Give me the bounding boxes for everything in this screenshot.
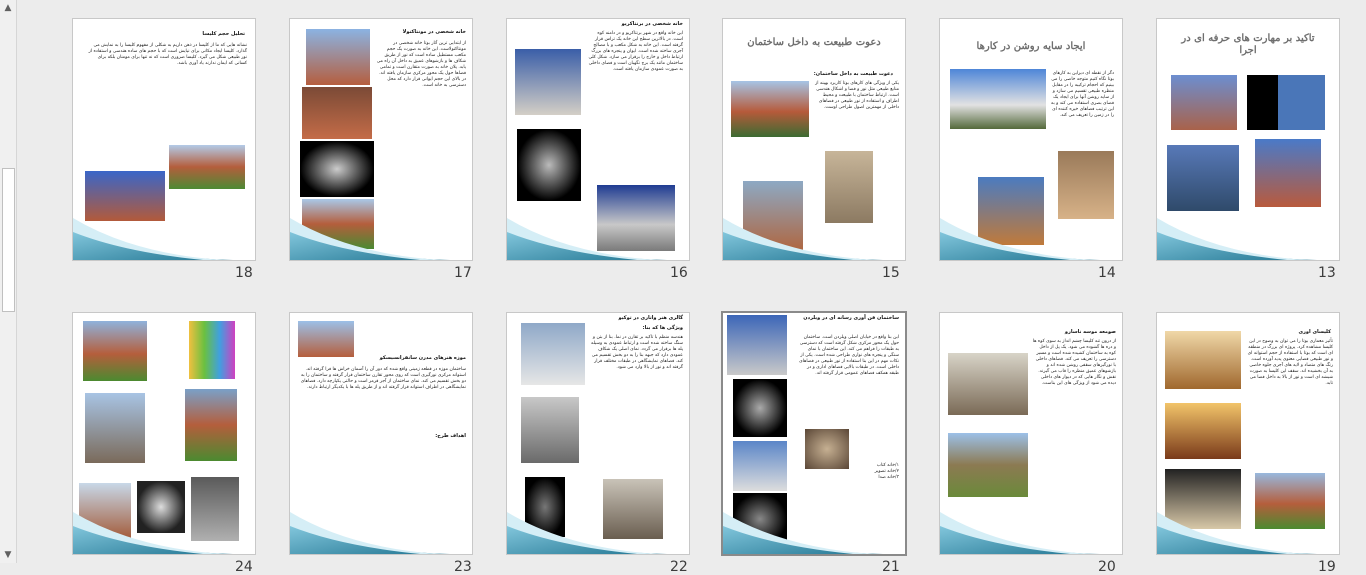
slide-thumbnail-24[interactable] [72,312,256,555]
slide-swoosh-decoration [1157,512,1339,554]
slide-photo [521,397,579,463]
slide-title: خانه شخصی در مونتاکنولا [402,29,466,35]
slide-number: 15 [882,265,900,281]
slide-swoosh-decoration [507,218,689,260]
slide-photo [1171,75,1237,130]
slide-list-item: ۱/خانه کتاب [876,463,899,468]
slide-thumbnail-18[interactable] [72,18,256,261]
slide-subtitle: اهداف طرح: [435,433,466,439]
slide-photo [948,353,1028,415]
slide-sorter [16,0,1366,575]
slide-subtitle: دعوت طبیعت به داخل ساختمان: [813,71,893,77]
slide-number: 14 [1098,265,1116,281]
slide-swoosh-decoration [723,218,905,260]
slide-photo [1247,75,1325,130]
scroll-thumb[interactable] [2,168,15,312]
scroll-down-arrow-icon[interactable]: ▼ [4,550,12,560]
slide-photo [298,321,354,357]
slide-photo [515,49,581,115]
slide-photo [517,129,581,201]
slide-swoosh-decoration [73,218,255,260]
slide-thumbnail-21[interactable] [721,311,907,556]
slide-body-text: از ابتدایی ترین آثار بوتا خانه شخصی در مونتاکنولاست. این خانه به صورت یک حجم مکعب مستطیل ساده است که نور از طریق شکاف ها و بازشوهای عمیق به داخل آن راه می یابد. پلان خانه به صورت متقارن است و تمامی فضاها حول یک محور مرکزی سازمان یافته اند. در بالای این حجم ایوانی قرار دارد که محل دسترسی به خانه است. [376,41,466,88]
slide-title: تحلیل حجم کلیسا [202,31,245,37]
slide-body-text: یکی از ویژگی های کارهای بوتا کاربرد بهینه از منابع طبیعی مثل نور و فضا و اشکال هندسی است. ارتباط ساختمان با طبیعت و محیط اطراف و استفاده از نور طبیعی در فضاهای داخلی از مهمترین اصول طراحی اوست. [815,81,899,110]
slide-list-item: ۳/خانه صدا [878,475,899,480]
slide-title: گالری هنر واتاری در توکیو [618,315,683,321]
slide-list [853,463,899,481]
slide-title: موزه هنرهای مدرن سانفرانسیسکو [379,355,466,361]
slide-swoosh-decoration [940,512,1122,554]
slide-photo [1167,145,1239,211]
slide-photo [727,315,787,375]
slide-body-text: این بنا واقع در خیابان اصلی ویلردن است. ساختمان حول یک محور مرکزی شکل گرفته است که دسترسی به طبقات را فراهم می کند. این ساختمان با نمای سنگی و پنجره های نواری طراحی شده است. یکی از نکات مهم در این بنا استفاده از نور طبیعی در فضاهای داخلی است. در طبقات بالایی فضاهای اداری و در طبقه همکف فضاهای عمومی قرار گرفته اند. [799,335,899,376]
slide-photo [521,323,585,385]
slide-photo [302,87,372,139]
slide-number: 21 [882,559,900,575]
slide-number: 19 [1318,559,1336,575]
slide-photo [189,321,235,379]
slide-swoosh-decoration [290,512,472,554]
scroll-up-arrow-icon[interactable]: ▲ [4,3,12,13]
slide-photo [300,141,374,197]
slide-photo [1165,403,1241,459]
slide-number: 16 [670,265,688,281]
slide-thumbnail-13[interactable] [1156,18,1340,261]
slide-body-text: تأثیر معماری بوتا را می توان به وضوح در این کلیسا مشاهده کرد. پروژه ای بزرگ در منطقه ای است که بوتا با استفاده از حجم استوانه ای و نور طبیعی فضایی معنوی پدید آورده است. رنگ های متضاد و لایه های آجری جلوه خاصی به آن بخشیده اند. سقف این کلیسا به صورت شیشه ای است و نور از بالا به داخل فضا می تابد. [1247,339,1333,386]
slide-thumbnail-15[interactable] [722,18,906,261]
slide-subtitle: ویژگی ها که بنا: [642,325,683,331]
slide-title: دعوت طبیعت به داخل ساختمان [747,37,881,48]
slide-title: خانه شخصی در برنتاکریو [621,21,683,27]
slide-body-text: هندسه منظم با تاکید بر تقارن در نما. بنا از بتن و سنگ ساخته شده است و ارتباط عمودی به وسیله پله ها برقرار می گردد. نمای اصلی یک شکاف عمودی دارد که جبهه بنا را به دو بخش تقسیم می کند. فضاهای نمایشگاهی در طبقات مختلف قرار گرفته اند و نور از بالا وارد می شود. [591,335,683,370]
slide-photo [169,145,245,189]
slide-photo [185,389,237,461]
slide-swoosh-decoration [723,512,905,554]
slide-number: 20 [1098,559,1116,575]
slide-thumbnail-19[interactable] [1156,312,1340,555]
slide-photo [733,441,787,491]
slide-thumbnail-17[interactable] [289,18,473,261]
slide-number: 22 [670,559,688,575]
slide-thumbnail-16[interactable] [506,18,690,261]
slide-photo [805,429,849,469]
slide-photo [825,151,873,223]
slide-title: صومعه موسه ناسارو [1064,329,1116,335]
slide-title: ساختمان فن آوری رسانه ای در ویلردن [803,315,899,321]
slide-photo [85,171,165,221]
slide-title: کلیسای اوری [1298,329,1331,335]
slide-photo [83,321,147,381]
slide-photo [948,433,1028,497]
slide-photo [1255,139,1321,207]
slide-list-item: ۲/خانه تصویر [874,469,899,474]
slide-photo [85,393,145,463]
slide-number: 17 [454,265,472,281]
slide-number: 18 [235,265,253,281]
slide-thumbnail-14[interactable] [939,18,1123,261]
slide-body-text: دگر از نقطه ای دیزاین به کارهای بوتا نگاه کنیم متوجه خاصی را می بینیم که احجام ترکیبه را در مقابل منظره طبیعی تقسیم می سازد و از سایه روشن آنها برای ایجاد یک فضای بصری استفاده می کند و به این ترتیب فضاهای خیره کننده ای را در زمین را تعریف می کند. [1051,71,1114,118]
slide-body-text: نشانه هایی که ما از کلیسا در ذهن داریم به شکلی از مفهوم کلیسا را به نمایش می گذارد. کلیسا ایجاد مکانی برای نیایش است که با حجم های ساده هندسی و استفاده از نور طبیعی شکل می گیرد. کلیسا ضروری است که نه تنها برای مومنان بلکه برای کسانی که ایمان ندارند یاد آوری باشد. [88,43,247,66]
slide-photo [950,69,1046,129]
slide-title: تاکید بر مهارت های حرفه ای در اجرا [1181,33,1315,56]
slide-photo [1058,151,1114,219]
slide-body-text: از درون تنه کلیسا چشم انداز به سوی کوه ها و دره ها گشوده می شود. یک پل از داخل کوه به ساختمان کشیده شده است و مسیر دسترسی را تعریف می کند. فضاهای داخلی با نورگیرهای سقفی روشن شده اند و بازشوهای عمیق منظره را قاب می گیرند. نقش و نگار هایی که در دیوار های داخلی دیده می شود از ویژگی های این بناست. [1032,339,1116,386]
slide-swoosh-decoration [290,218,472,260]
slide-number: 24 [235,559,253,575]
slide-swoosh-decoration [73,512,255,554]
slide-body-text: ساختمان موزه در قطعه زمینی واقع شده که دور آن را آسمان خراش ها فرا گرفته اند. استوانه مرکزی نورگیری است که روی محور تقارن ساختمان قرار گرفته و ساختمان را به دو بخش تقسیم می کند. نمای ساختمان از آجر قرمز است و حالتی یکپارچه دارد. فضاهای نمایشگاهی در اطراف استوانه قرار گرفته اند و از طریق پله ها با یکدیگر ارتباط دارند. [300,367,466,390]
slide-number: 13 [1318,265,1336,281]
vertical-scrollbar[interactable] [0,0,17,563]
slide-swoosh-decoration [1157,218,1339,260]
slide-photo [306,29,370,85]
slide-title: ایجاد سایه روشن در کارها [976,41,1086,52]
slide-swoosh-decoration [507,512,689,554]
slide-photo [1165,331,1241,389]
slide-swoosh-decoration [940,218,1122,260]
slide-body-text: این خانه واقع در شهر برنتاکریو و در دامنه کوه است. در بالاترین سطح این خانه یک تراس قرار گرفته است. این خانه به شکل مکعب و با مصالح آجری ساخته شده است. ایوان و پنجره های بزرگ ارتباط داخل و خارج را برقرار می سازد. شکل کلی ساختمان مانند یک برج نگهبان است و فضای داخلی به صورت عمودی سازمان یافته است. [588,31,683,72]
slide-thumbnail-23[interactable] [289,312,473,555]
slide-thumbnail-22[interactable] [506,312,690,555]
slide-thumbnail-20[interactable] [939,312,1123,555]
slide-photo [733,379,787,437]
slide-photo [731,81,809,137]
slide-number: 23 [454,559,472,575]
